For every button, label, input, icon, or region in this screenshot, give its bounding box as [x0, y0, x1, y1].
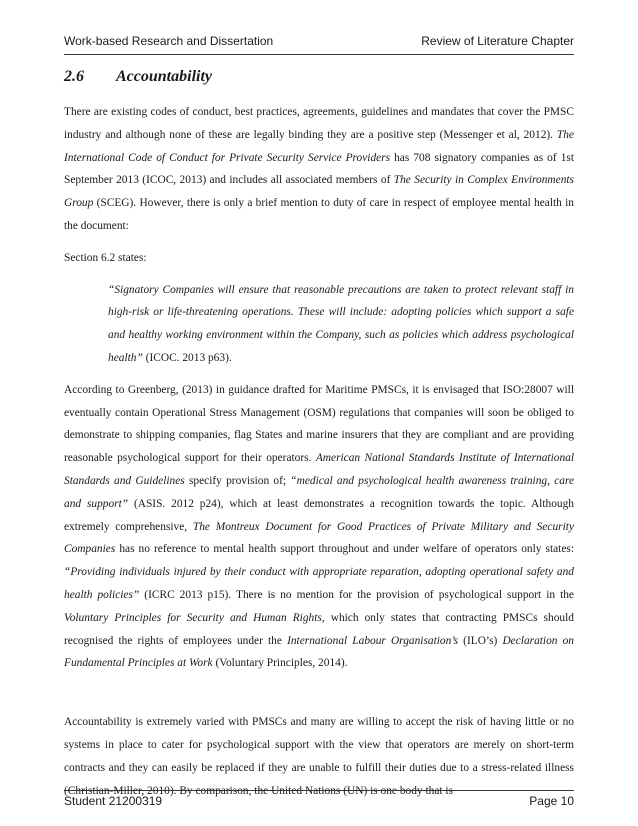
- text-run: (SCEG). However, there is only a brief mention to duty of care in respect of employee mental health in the document:: [64, 197, 574, 232]
- quote-citation: (ICOC. 2013 p63).: [142, 351, 232, 364]
- italic-title: The International Code of Conduct for Private Security Service Providers: [64, 128, 574, 164]
- quote-text: “Signatory Companies will ensure that reasonable precautions are taken to protect relevant staff in high-risk or life-threatening operations. These will include: adopting policies which support a safe and healthy working environment within the Company, such as policies which address psychological health”: [108, 283, 574, 364]
- section-title: Accountability: [116, 68, 212, 85]
- text-run: (Voluntary Principles, 2014).: [212, 657, 348, 670]
- paragraph-codes-of-conduct: [64, 101, 574, 238]
- paragraph-section-reference: Section 6.2 states:: [64, 251, 147, 264]
- text-run: (ASIS. 2012 p24), which at least demonstrates a recognition towards the topic. Although extremely comprehensive,: [64, 497, 574, 533]
- italic-quote: “medical and psychological health awareness training, care and support”: [64, 474, 575, 510]
- body-text: [64, 101, 574, 802]
- text-run: specify provision of;: [184, 474, 291, 487]
- italic-title: The Security in Complex Environments Group: [64, 174, 574, 210]
- text-run: has 708 signatory companies as of 1st September 2013 (ICOC, 2013) and includes all associated members of: [64, 151, 574, 187]
- header-course-title: Work-based Research and Dissertation: [64, 34, 274, 48]
- block-quote: [64, 279, 574, 370]
- footer-student-id: Student 21200319: [64, 794, 163, 808]
- italic-title: International Labour Organisation’s: [287, 634, 459, 647]
- section-heading: [64, 68, 212, 86]
- header-chapter-title: Review of Literature Chapter: [421, 34, 574, 48]
- footer-page-number: Page 10: [529, 794, 574, 808]
- text-run: (ILO’s): [458, 634, 503, 647]
- italic-quote: “Providing individuals injured by their conduct with appropriate reparation, adopting operational safety and health policies”: [64, 566, 574, 601]
- page-footer: [64, 790, 574, 808]
- paragraph-accountability: Accountability is extremely varied with PMSCs and many are willing to accept the risk of having little or no systems in place to cater for psychological support with the view that operators are merely on short-term contracts and they can easily be replaced if they are unable to fulfill their duties due to a stress-related illness (Christian-Miller, 2010). By comparison, the United Nations (UN) is one body that is: [64, 716, 574, 797]
- italic-title: The Montreux Document for Good Practices of Private Military and Security Companies: [64, 520, 574, 556]
- paragraph-standards: [64, 379, 574, 675]
- italic-title: American National Standards Institute of International Standards and Guidelines: [64, 452, 575, 487]
- text-run: There are existing codes of conduct, best practices, agreements, guidelines and mandates that cover the PMSC industry and although none of these are legally binding they are a positive step (Messenger et al, 2012).: [64, 106, 574, 141]
- text-run: According to Greenberg, (2013) in guidance drafted for Maritime PMSCs, it is envisaged that ISO:28007 will eventually contain Operational Stress Management (OSM) regulations that companies will soon be obliged to demonstrate to shipping companies, flag States and marine insurers that they are compliant and are providing reasonable psychological support for their operators.: [64, 383, 574, 465]
- page-header: [64, 34, 574, 55]
- text-run: (ICRC 2013 p15). There is no mention for the provision of psychological support in the: [139, 588, 574, 601]
- italic-title: Declaration on Fundamental Principles at Work: [64, 634, 574, 670]
- text-run: which only states that contracting PMSCs should recognised the rights of employees under the: [64, 611, 574, 647]
- section-number: 2.6: [64, 68, 84, 85]
- italic-title: Voluntary Principles for Security and Human Rights,: [64, 611, 325, 624]
- text-run: has no reference to mental health support throughout and under welfare of operators only states:: [115, 543, 574, 556]
